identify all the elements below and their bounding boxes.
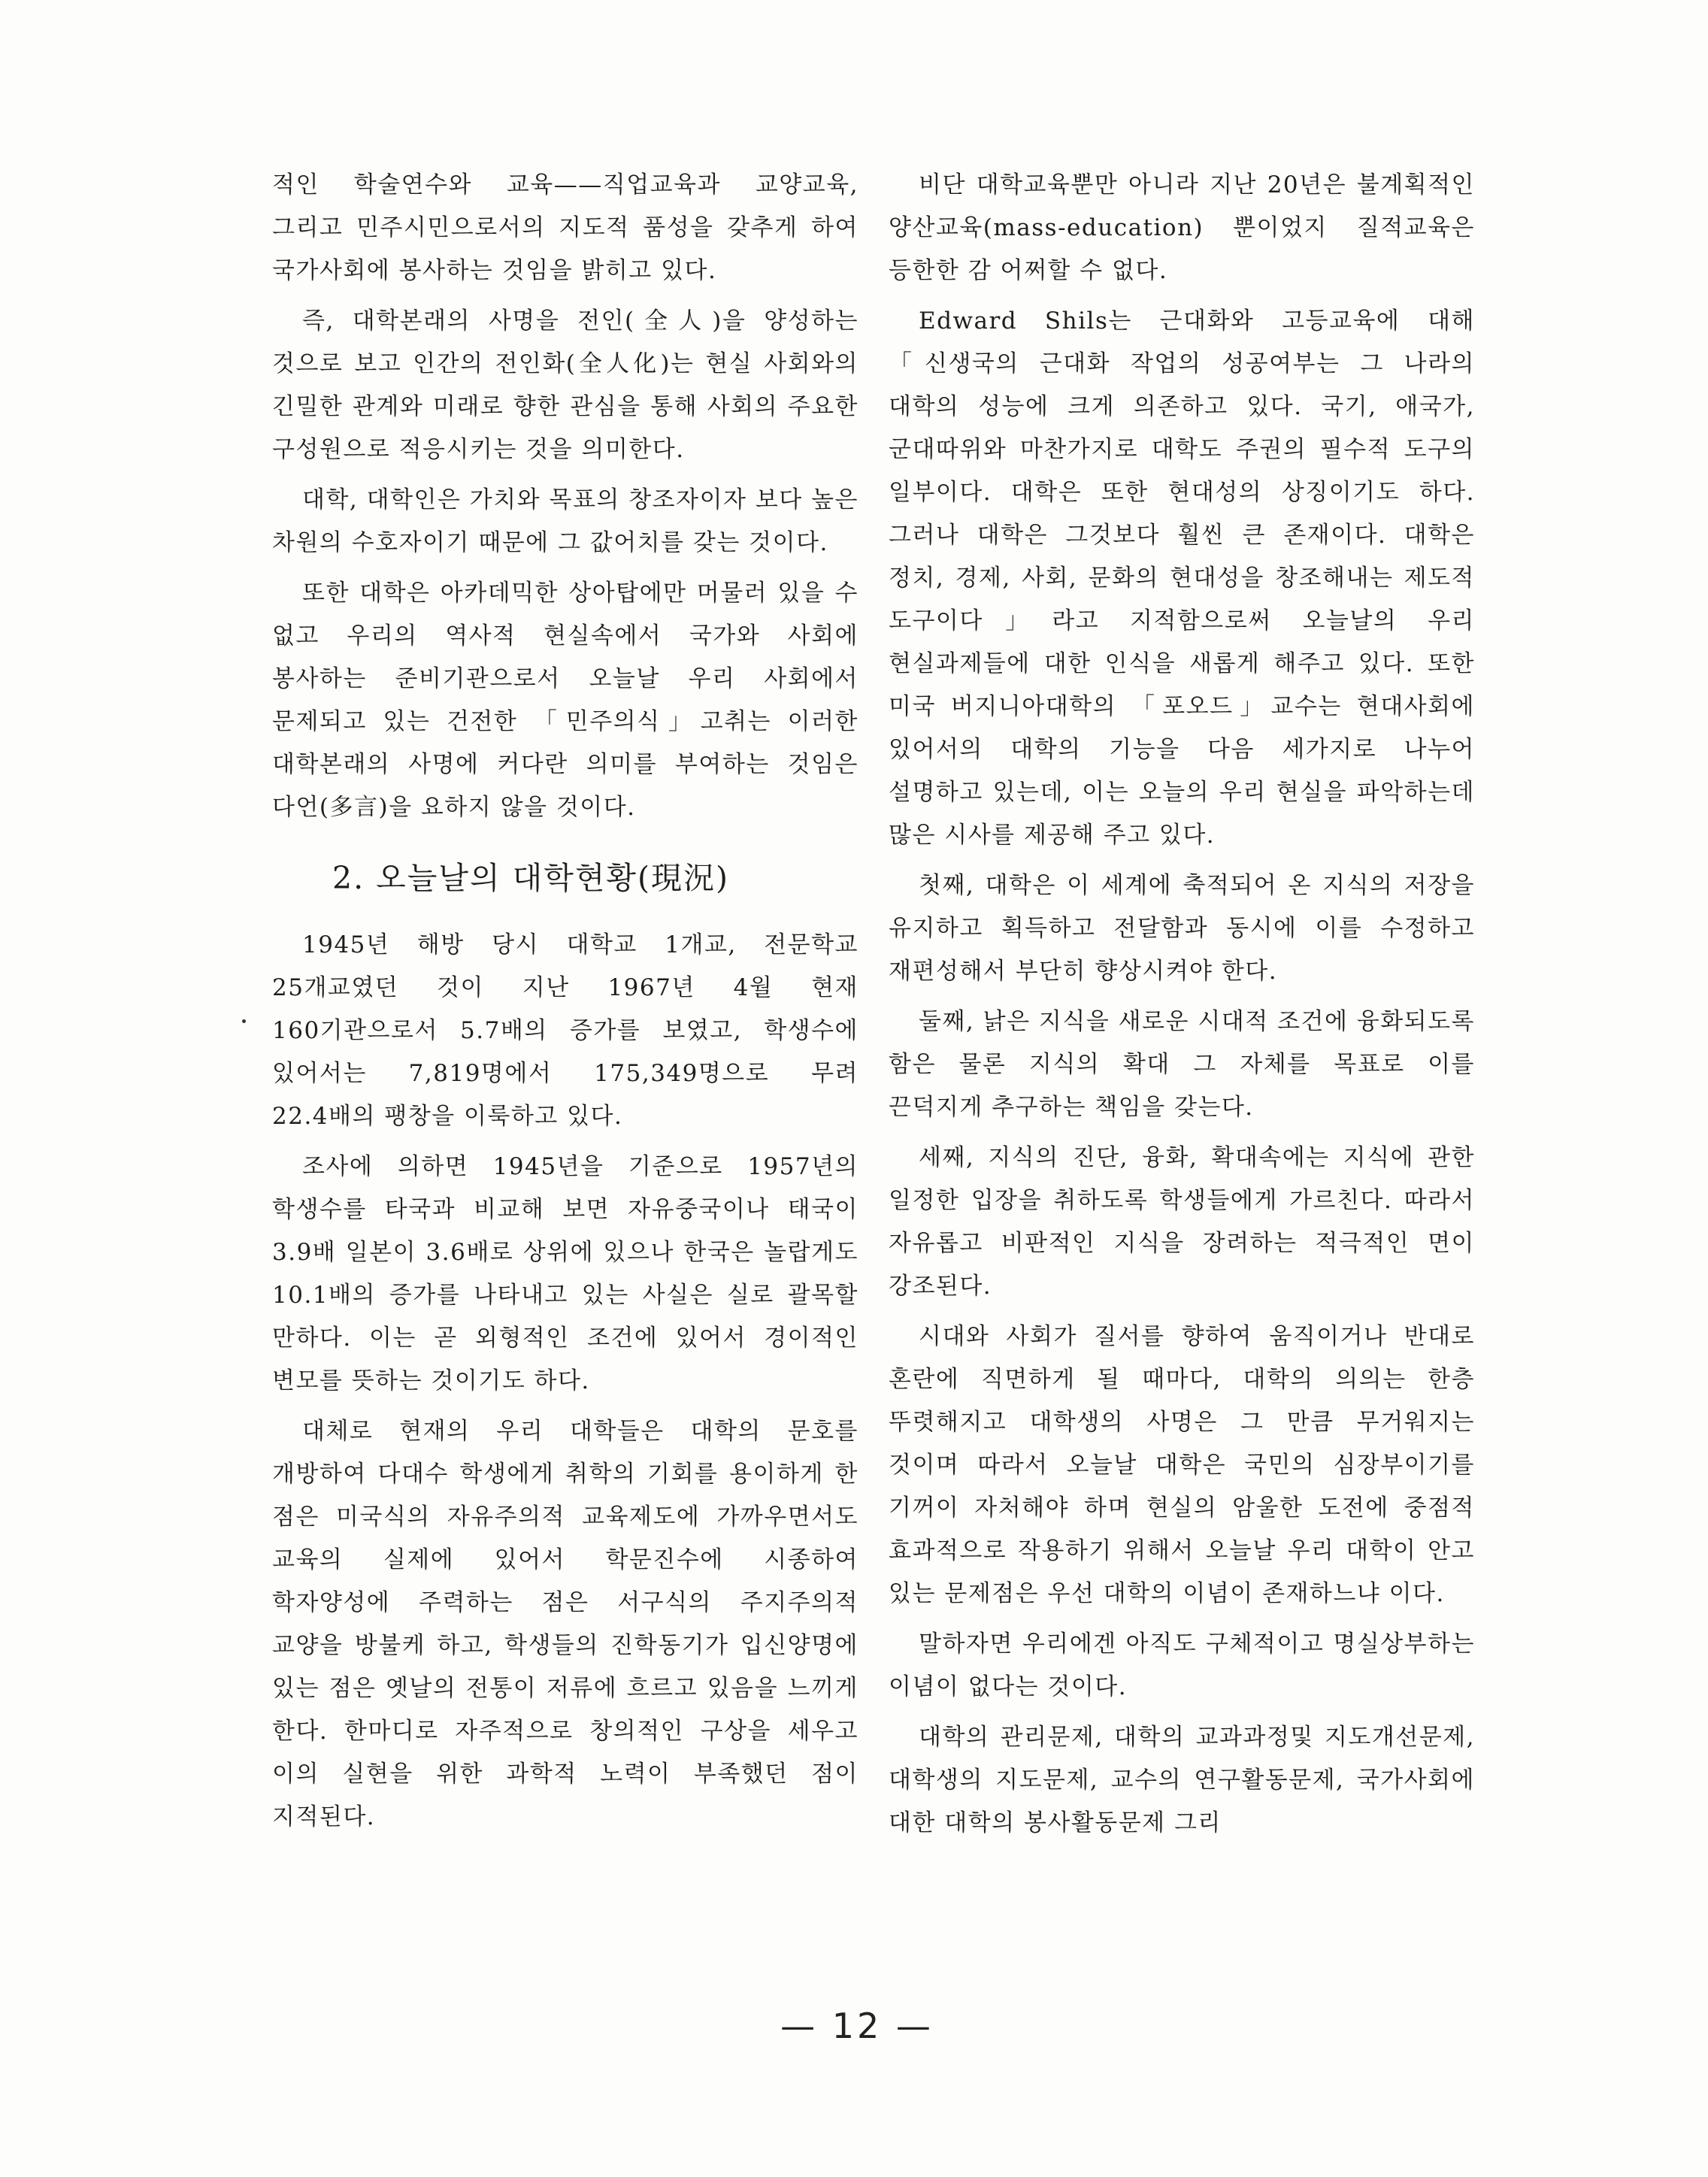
paragraph-comparison: 조사에 의하면 1945년을 기준으로 1957년의 학생수를 타국과 비교해 보면 자유중국이나 태국이 3.9배 일본이 3.6배로 상위에 있으나 한국은 놀랍게도 10.1배의 증가를 나타내고 있는 사실은 실로 괄목할 만하다. 이는 곧 외형적인 조건에 있어서 경이적인 변모를 뜻하는 것이기도 하다. [272, 1153, 859, 1394]
page-number: — 12 — [780, 2006, 934, 2046]
paragraph-first-function: 첫째, 대학은 이 세계에 축적되어 온 지식의 저장을 유지하고 획득하고 전달함과 동시에 이를 수정하고 재편성해서 부단히 향상시켜야 한다. [889, 872, 1475, 985]
paragraph-continued: 적인 학술연수와 교육——직업교육과 교양교육, 그리고 민주시민으로서의 지도적 품성을 갖추게 하여 국가사회에 봉사하는 것임을 밝히고 있다. [272, 171, 859, 284]
paragraph-mass-education: 비단 대학교육뿐만 아니라 지난 20년은 불계획적인 양산교육(mass-education) 뿐이었지 질적교육은 등한한 감 어쩌할 수 없다. [889, 171, 1475, 284]
paragraph-third-function: 세째, 지식의 진단, 융화, 확대속에는 지식에 관한 일정한 입장을 취하도록 학생들에게 가르친다. 따라서 자유롭고 비판적인 지식을 장려하는 적극적인 면이 강조된다. [889, 1144, 1475, 1300]
paragraph-current-universities: 대체로 현재의 우리 대학들은 대학의 문호를 개방하여 다대수 학생에게 취학의 기회를 용이하게 한 점은 미국식의 자유주의적 교육제도에 가까우면서도 교육의 실제에 있어서 학문진수에 시종하여 학자양성에 주력하는 점은 서구식의 주지주의적 교양을 방불케 하고, 학생들의 진학동기가 입신양명에 있는 점은 옛날의 전통이 저류에 흐르고 있음을 느끼게 한다. 한마디로 자주적으로 창의적인 구상을 세우고 이의 실현을 위한 과학적 노력이 부족했던 점이 지적된다. [272, 1418, 859, 1830]
section-heading: 2. 오늘날의 대학현황(現況) [332, 860, 730, 896]
paragraph-daehakin: 대학, 대학인은 가치와 목표의 창조자이자 보다 높은 차원의 수호자이기 때문에 그 값어치를 갖는 것이다. [272, 486, 859, 556]
paragraph-no-ideal: 말하자면 우리에겐 아직도 구체적이고 명실상부하는 이념이 없다는 것이다. [889, 1630, 1475, 1700]
scan-speck [242, 1019, 246, 1023]
paragraph-edward-shils: Edward Shils는 근대화와 고등교육에 대해 「신생국의 근대화 작업의 성공여부는 그 나라의 대학의 성능에 크게 의존하고 있다. 국기, 애국가, 군대따위와 마찬가지로 대학도 주권의 필수적 도구의 일부이다. 대학은 또한 현대성의 상징이기도 하다. 그러나 대학은 그것보다 훨씬 큰 존재이다. 대학은 정치, 경제, 사회, 문화의 현대성을 창조해내는 제도적 도구이다」라고 지적함으로써 오늘날의 우리 현실과제들에 대한 인식을 새롭게 해주고 있다. 또한 미국 버지니아대학의 「포오드」교수는 현대사회에 있어서의 대학의 기능을 다음 세가지로 나누어 설명하고 있는데, 이는 오늘의 우리 현실을 파악하는데 많은 시사를 제공해 주고 있다. [889, 307, 1475, 849]
paragraph-second-function: 둘째, 낡은 지식을 새로운 시대적 조건에 융화되도록 함은 물론 지식의 확대 그 자체를 목표로 이를 끈덕지게 추구하는 책임을 갖는다. [889, 1008, 1475, 1121]
paragraph-era-and-society: 시대와 사회가 질서를 향하여 움직이거나 반대로 혼란에 직면하게 될 때마다, 대학의 의의는 한층 뚜렷해지고 대학생의 사명은 그 만큼 무거워지는 것이며 따라서 오늘날 대학은 국민의 심장부이기를 기꺼이 자처해야 하며 현실의 암울한 도전에 중점적 효과적으로 작용하기 위해서 오늘날 우리 대학이 안고 있는 문제점은 우선 대학의 이념이 존재하느냐 이다. [889, 1323, 1475, 1607]
left-column [272, 164, 859, 1839]
paragraph-problems-list: 대학의 관리문제, 대학의 교과과정및 지도개선문제, 대학생의 지도문제, 교수의 연구활동문제, 국가사회에 대한 대학의 봉사활동문제 그리 [889, 1724, 1475, 1836]
paragraph-1945-statistics: 1945년 해방 당시 대학교 1개교, 전문학교 25개교였던 것이 지난 1967년 4월 현재 160기관으로서 5.7배의 증가를 보였고, 학생수에 있어서는 7,819명에서 175,349명으로 무려 22.4배의 팽창을 이룩하고 있다. [272, 931, 859, 1130]
paragraph-sangatap: 또한 대학은 아카데믹한 상아탑에만 머물러 있을 수 없고 우리의 역사적 현실속에서 국가와 사회에 봉사하는 준비기관으로서 오늘날 우리 사회에서 문제되고 있는 건전한 「민주의식」고취는 이러한 대학본래의 사명에 커다란 의미를 부여하는 것임은 다언(多言)을 요하지 않을 것이다. [272, 580, 859, 821]
right-column [889, 164, 1475, 1845]
paragraph-jeonin: 즉, 대학본래의 사명을 전인(全人)을 양성하는 것으로 보고 인간의 전인화(全人化)는 현실 사회와의 긴밀한 관계와 미래로 향한 관심을 통해 사회의 주요한 구성원으로 적응시키는 것을 의미한다. [272, 307, 859, 463]
